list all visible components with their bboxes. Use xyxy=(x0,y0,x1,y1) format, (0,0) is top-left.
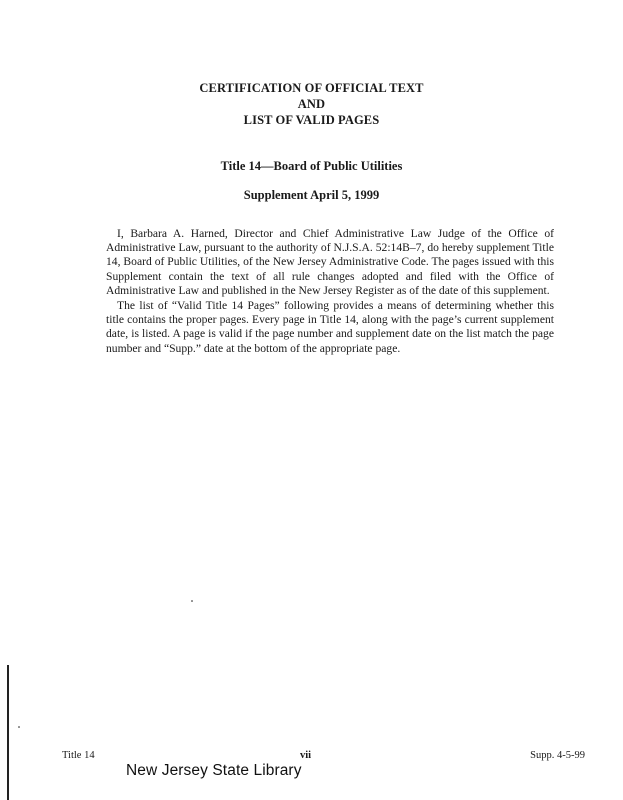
valid-pages-heading: LIST OF VALID PAGES xyxy=(243,113,380,127)
scan-speck xyxy=(18,726,20,728)
heading-conjunction: AND xyxy=(297,97,326,111)
scan-margin-line xyxy=(7,665,9,800)
valid-pages-paragraph: The list of “Valid Title 14 Pages” following provides a means of determining whether this title contains the proper pages. Every page in Title 14, along with the page’s current supplement date, is listed. A page is valid if the page number and supplement date on the list match the page number and “Supp.” date at the bottom of the appropriate page. xyxy=(106,299,554,355)
library-stamp: New Jersey State Library xyxy=(126,762,302,779)
supplement-date: Supplement April 5, 1999 xyxy=(243,188,380,202)
footer-supplement: Supp. 4-5-99 xyxy=(530,750,585,761)
certification-heading: CERTIFICATION OF OFFICIAL TEXT xyxy=(199,81,424,95)
certification-paragraph: I, Barbara A. Harned, Director and Chief Administrative Law Judge of the Office of Administrative Law, pursuant to the authority of N.J.S.A. 52:14B–7, do hereby supplement Title 14, Board of Public Utilities, of the New Jersey Administrative Code. The pages issued with this Supplement contain the text of all rule changes adopted and filed with the Office of Administrative Law and published in the New Jersey Register as of the date of this supplement. xyxy=(106,227,554,297)
title-name: Title 14—Board of Public Utilities xyxy=(220,159,403,173)
footer-page-number: vii xyxy=(300,750,312,761)
footer-title: Title 14 xyxy=(62,750,95,761)
scan-speck xyxy=(191,600,193,602)
